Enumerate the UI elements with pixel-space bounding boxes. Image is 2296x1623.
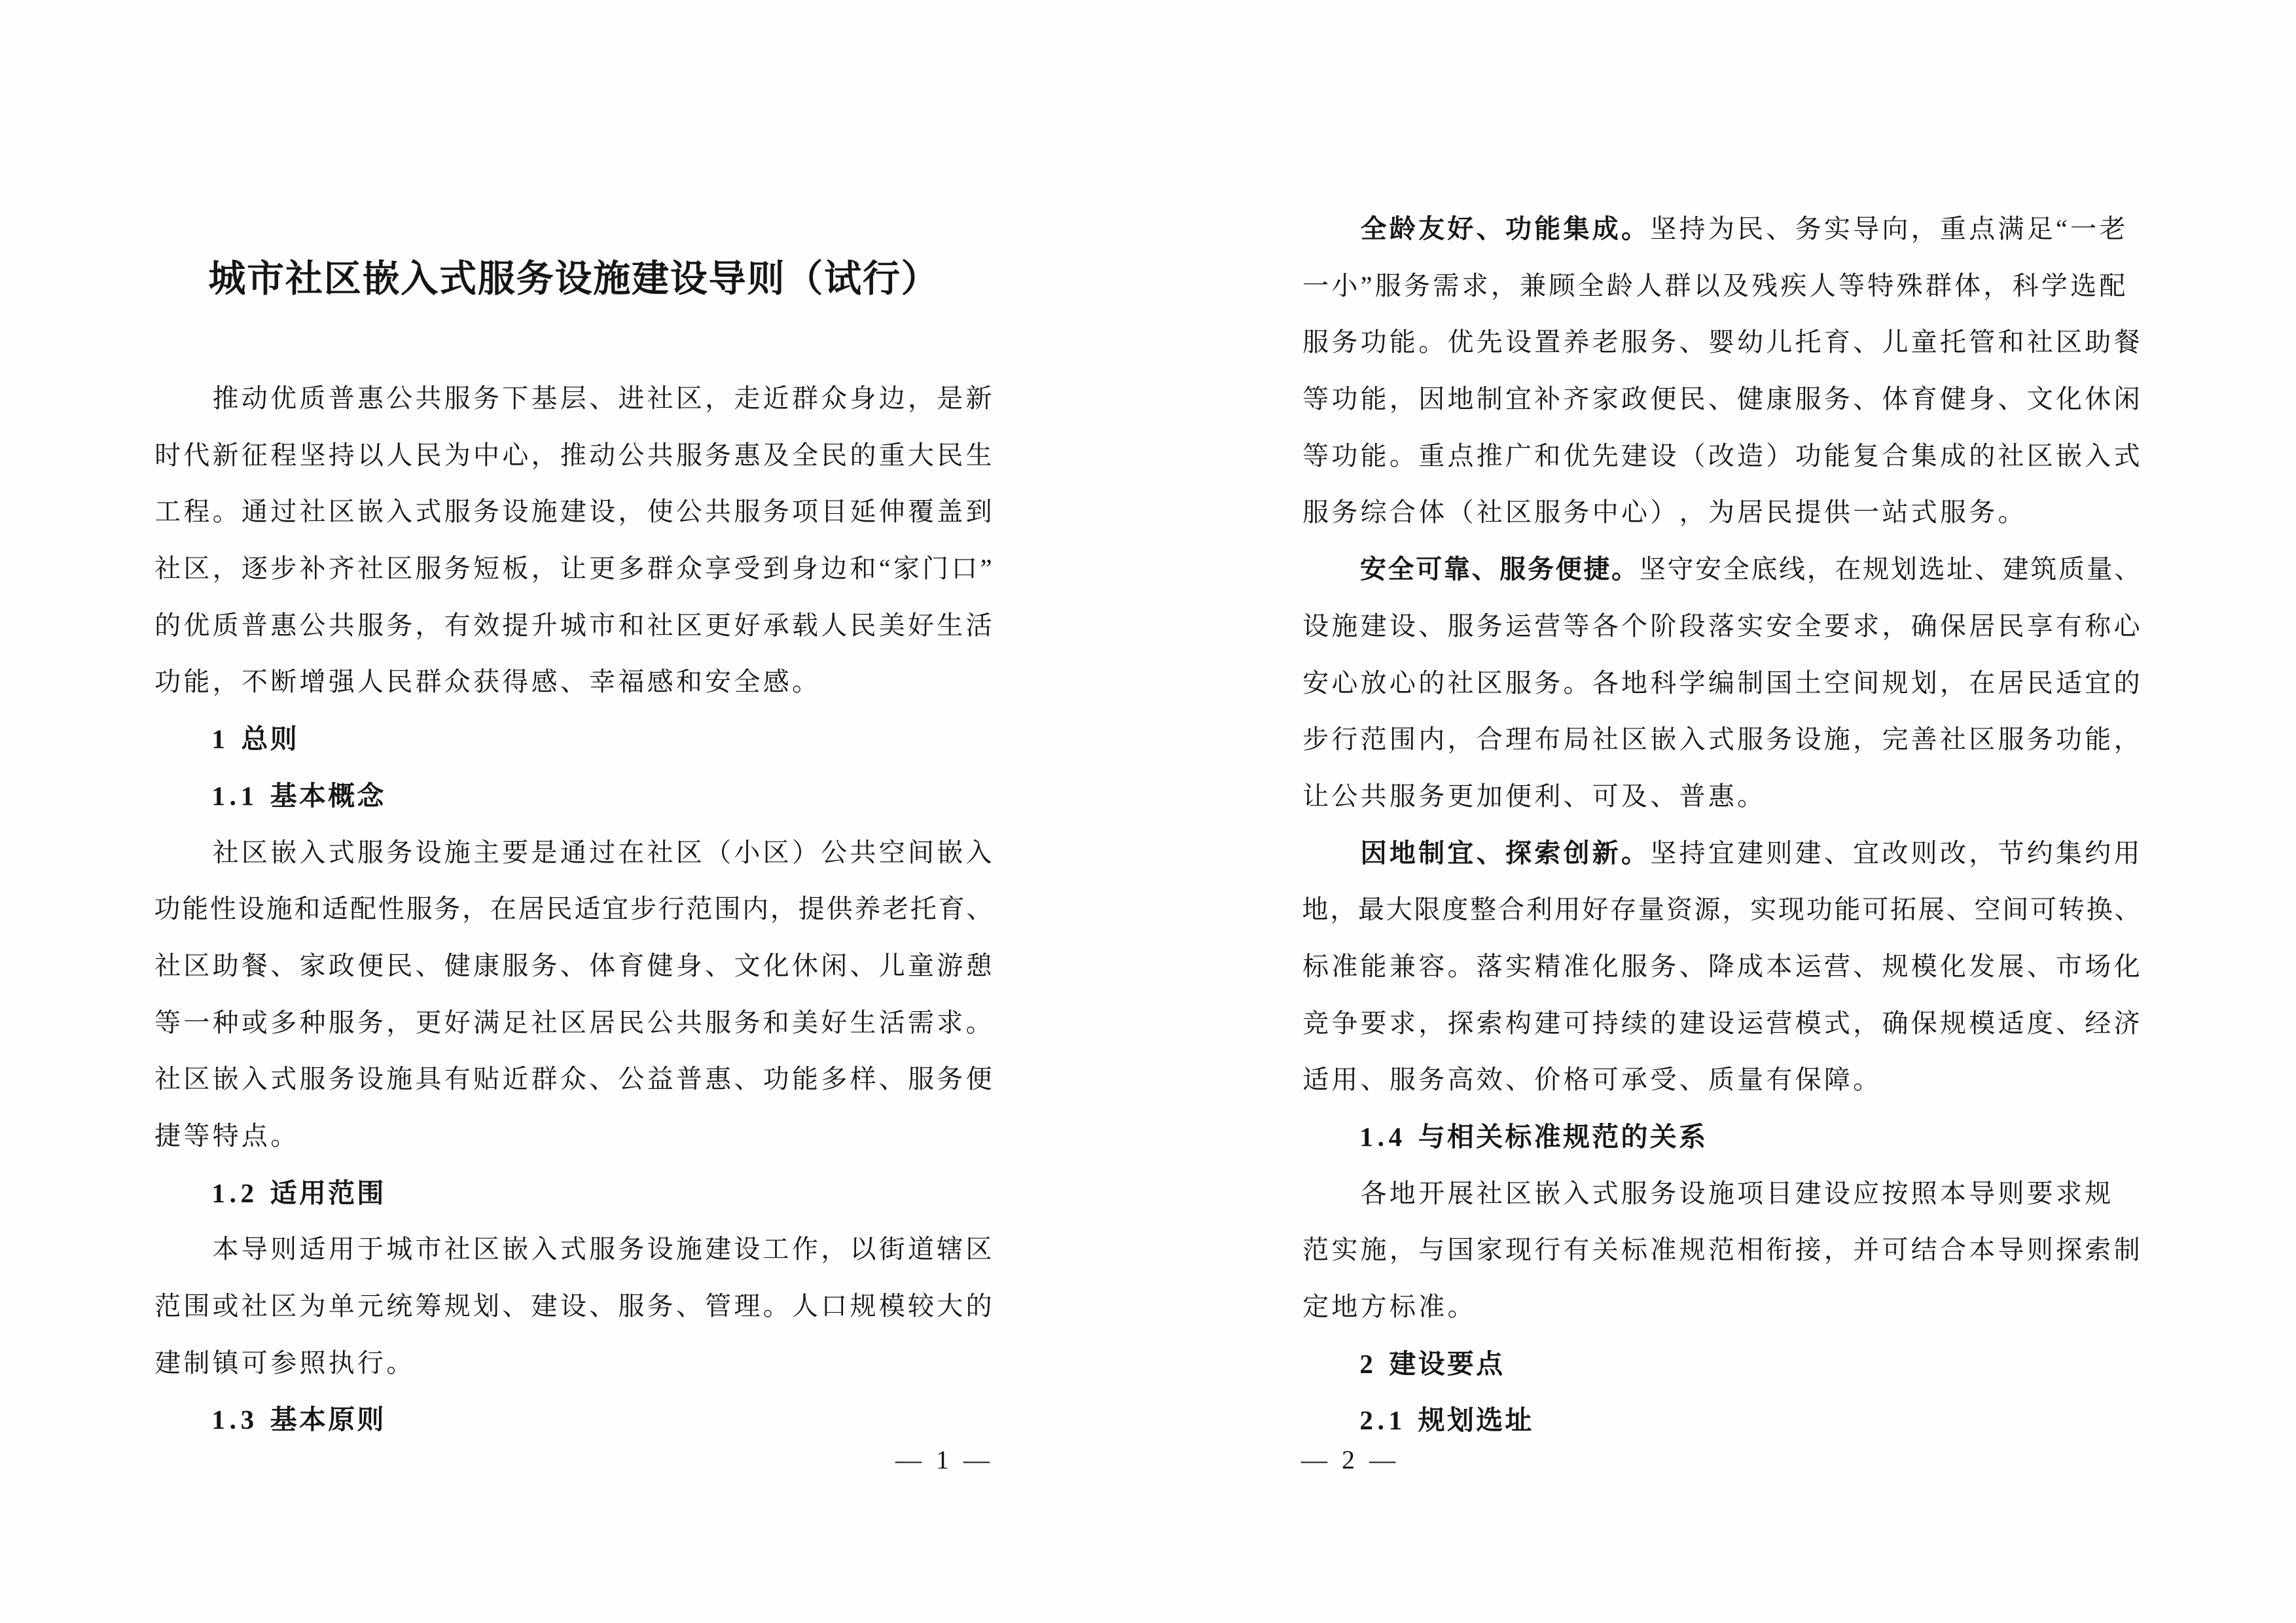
document-title: 城市社区嵌入式服务设施建设导则（试行） xyxy=(208,259,939,300)
body-text-line: 等 一 种 或 多 种 服 务 ， 更 好 满 足 社 区 居 民 公 共 服 务 和 美 好 生 活 需 求 。 xyxy=(154,1007,992,1037)
body-text-line: 社 区 嵌 入 式 服 务 设 施 主 要 是 通 过 在 社 区 （ 小 区 ） 公 共 空 间 嵌 入 xyxy=(212,837,992,867)
body-text-line: 适 用 、 服 务 高 效 、 价 格 可 承 受 、 质 量 有 保 障 。 xyxy=(1302,1065,1880,1095)
body-text-line: 让 公 共 服 务 更 加 便 利 、 可 及 、 普 惠 。 xyxy=(1302,781,1764,811)
body-text-line: 设 施 建 设 、 服 务 运 营 等 各 个 阶 段 落 实 安 全 要 求 ， 确 保 居 民 享 有 称 心 xyxy=(1302,611,2140,641)
section-heading: 1 . 2 适用范围 xyxy=(211,1177,384,1208)
body-text-line: 全 龄 友 好 、 功 能 集 成 。 坚 持 为 民 、 务 实 导 向 ， 重 点 满 足 “ 一 老 xyxy=(1360,214,2126,243)
body-text-line: 社 区 ， 逐 步 补 齐 社 区 服 务 短 板 ， 让 更 多 群 众 享 受 到 身 边 和 “ 家 门 口 ” xyxy=(154,554,992,584)
body-text-line: 推 动 优 质 普 惠 公 共 服 务 下 基 层 、 进 社 区 ， 走 近 群 众 身 边 ， 是 新 xyxy=(212,383,992,413)
body-text-line: 功能性设施和适配性服务，在居民适宜步行范围内，提供养老托育、 xyxy=(154,894,993,924)
section-heading: 1 总则 xyxy=(211,724,297,755)
page-2-page-number: — 2 — xyxy=(1301,1445,1399,1474)
body-text-line: 等 功 能 。 重 点 推 广 和 优 先 建 设 （ 改 造 ） 功 能 复 合 集 成 的 社 区 嵌 入 式 xyxy=(1302,440,2140,471)
body-text-line: 定 地 方 标 准 。 xyxy=(1302,1292,1474,1322)
body-text-line: 地，最大限度整合利用好存量资源，实现功能可拓展、空间可转换、 xyxy=(1302,895,2141,925)
section-heading: 1 . 3 基本原则 xyxy=(211,1404,384,1435)
body-text-line: 社 区 助 餐 、 家 政 便 民 、 健 康 服 务 、 体 育 健 身 、 文 化 休 闲 、 儿 童 游 憩 xyxy=(154,950,992,980)
body-text-line: 服 务 功 能 。 优 先 设 置 养 老 服 务 、 婴 幼 儿 托 育 、 儿 童 托 管 和 社 区 助 餐 xyxy=(1302,327,2140,357)
body-text-line: 安 心 放 心 的 社 区 服 务 。 各 地 科 学 编 制 国 土 空 间 规 划 ， 在 居 民 适 宜 的 xyxy=(1302,668,2140,698)
section-heading: 2 . 1 规划选址 xyxy=(1359,1405,1532,1436)
body-text-line: 时 代 新 征 程 坚 持 以 人 民 为 中 心 ， 推 动 公 共 服 务 惠 及 全 民 的 重 大 民 生 xyxy=(154,440,992,470)
body-text-line: 范 实 施 ， 与 国 家 现 行 有 关 标 准 规 范 相 衔 接 ， 并 可 结 合 本 导 则 探 索 制 xyxy=(1302,1235,2140,1265)
body-text-line: 建 制 镇 可 参 照 执 行 。 xyxy=(154,1347,413,1378)
body-text-line: 安全可靠、服务便捷。坚守安全底线，在规划选址、建筑质量、 xyxy=(1359,554,2141,584)
body-text-line: 因 地 制 宜 、 探 索 创 新 。 坚 持 宜 建 则 建 、 宜 改 则 改 ， 节 约 集 约 用 xyxy=(1360,838,2140,868)
body-text-line: 标 准 能 兼 容 。 落 实 精 准 化 服 务 、 降 成 本 运 营 、 规 模 化 发 展 、 市 场 化 xyxy=(1302,951,2140,981)
page-1-page-number: — 1 — xyxy=(895,1445,994,1474)
body-text-line: 各 地 开 展 社 区 嵌 入 式 服 务 设 施 项 目 建 设 应 按 照 本 导 则 要 求 规 xyxy=(1360,1178,2111,1208)
page-1 xyxy=(153,0,994,1623)
body-text-line: 一 小 ” 服 务 需 求 ， 兼 顾 全 龄 人 群 以 及 残 疾 人 等 特 殊 群 体 ， 科 学 选 配 xyxy=(1302,270,2126,300)
page-2-text-block xyxy=(1301,201,2142,1449)
body-text-line: 服 务 综 合 体 （ 社 区 服 务 中 心 ） ， 为 居 民 提 供 一 站 式 服 务 。 xyxy=(1302,497,2024,527)
body-text-line: 工 程 。 通 过 社 区 嵌 入 式 服 务 设 施 建 设 ， 使 公 共 服 务 项 目 延 伸 覆 盖 到 xyxy=(154,497,992,527)
section-heading: 1 . 4 与相关标准规范的关系 xyxy=(1359,1122,1706,1152)
body-text-line: 功 能 ， 不 断 增 强 人 民 群 众 获 得 感 、 幸 福 感 和 安 全 感 。 xyxy=(154,667,818,697)
body-text-line: 社 区 嵌 入 式 服 务 设 施 具 有 贴 近 群 众 、 公 益 普 惠 、 功 能 多 样 、 服 务 便 xyxy=(154,1064,992,1094)
body-text-line: 的 优 质 普 惠 公 共 服 务 ， 有 效 提 升 城 市 和 社 区 更 好 承 载 人 民 美 好 生 活 xyxy=(154,610,992,640)
body-text-line: 竞 争 要 求 ， 探 索 构 建 可 持 续 的 建 设 运 营 模 式 ， 确 保 规 模 适 度 、 经 济 xyxy=(1302,1008,2140,1038)
section-heading: 2 建设要点 xyxy=(1359,1348,1503,1379)
body-text-line: 本 导 则 适 用 于 城 市 社 区 嵌 入 式 服 务 设 施 建 设 工 作 ， 以 街 道 辖 区 xyxy=(212,1234,992,1264)
body-text-line: 步 行 范 围 内 ， 合 理 布 局 社 区 嵌 入 式 服 务 设 施 ， 完 善 社 区 服 务 功 能 ， xyxy=(1302,724,2140,755)
body-text-line: 捷 等 特 点 。 xyxy=(154,1120,297,1150)
section-heading: 1 . 1 基本概念 xyxy=(211,780,384,811)
page-1-text-block xyxy=(153,370,994,1448)
page-2 xyxy=(1301,0,2142,1623)
body-text-line: 等 功 能 ， 因 地 制 宜 补 齐 家 政 便 民 、 健 康 服 务 、 体 育 健 身 、 文 化 休 闲 xyxy=(1302,384,2140,414)
body-text-line: 范 围 或 社 区 为 单 元 统 筹 规 划 、 建 设 、 服 务 、 管 理 。 人 口 规 模 较 大 的 xyxy=(154,1291,992,1321)
